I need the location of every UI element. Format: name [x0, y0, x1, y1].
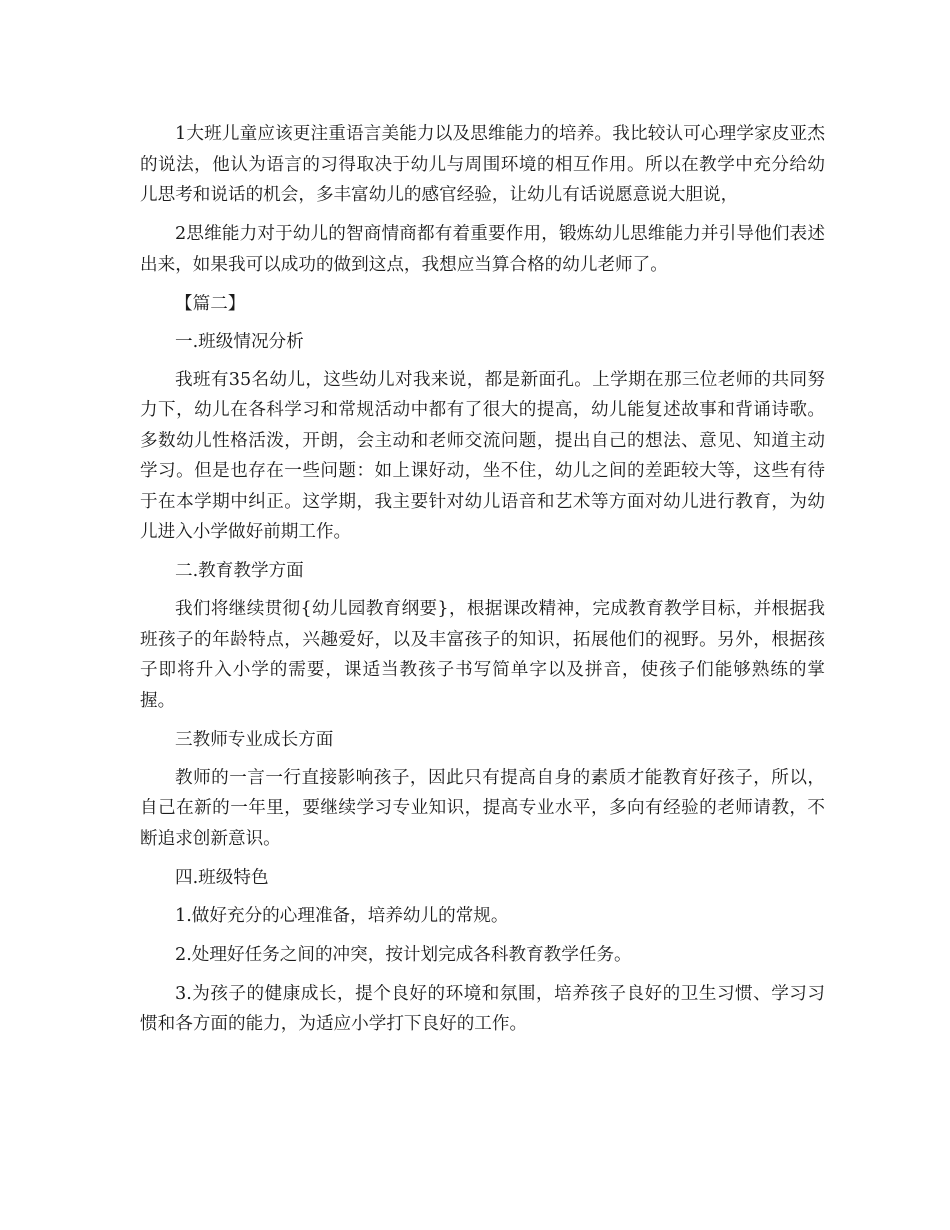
heading-teaching: 二.教育教学方面	[175, 561, 304, 581]
document-body	[140, 119, 825, 1048]
list-item-feature-2: 2.处理好任务之间的冲突，按计划完成各科教育教学任务。	[175, 944, 632, 965]
paragraph-class-situation: 我班有35名幼儿，这些幼儿对我来说，都是新面孔。上学期在那三位老师的共同努力下，幼儿在各科学习和常规活动中都有了很大的提高，幼儿能复述故事和背诵诗歌。多数幼儿性格活泼，开朗，会主动和老师交流问题，提出自己的想法、意见、知道主动学习。但是也存在一些问题：如上课好动，坐不住，幼儿之间的差距较大等，这些有待于在本学期中纠正。这学期，我主要针对幼儿语音和艺术等方面对幼儿进行教育，为幼儿进入小学做好前期工作。	[140, 369, 825, 542]
heading-teacher-growth: 三教师专业成长方面	[175, 729, 334, 750]
paragraph-teacher-growth: 教师的一言一行直接影响孩子，因此只有提高自身的素质才能教育好孩子，所以，自己在新的一年里，要继续学习专业知识，提高专业水平，多向有经验的老师请教，不断追求创新意识。	[140, 767, 825, 849]
heading-class-situation: 一.班级情况分析	[175, 331, 304, 352]
list-item-feature-3: 3.为孩子的健康成长，提个良好的环境和氛围，培养孩子良好的卫生习惯、学习习惯和各方面的能力，为适应小学打下良好的工作。	[140, 983, 825, 1034]
heading-class-features: 四.班级特色	[175, 867, 269, 888]
section-heading-part-two: 【篇二】	[175, 293, 246, 314]
paragraph-teaching: 我们将继续贯彻{幼儿园教育纲要}，根据课改精神，完成教育教学目标，并根据我班孩子的年龄特点，兴趣爱好，以及丰富孩子的知识，拓展他们的视野。另外，根据孩子即将升入小学的需要，课适当教孩子书写简单字以及拼音，使孩子们能够熟练的掌握。	[140, 599, 825, 711]
list-item-feature-1: 1.做好充分的心理准备，培养幼儿的常规。	[175, 905, 509, 926]
paragraph-language-ability: 1大班儿童应该更注重语言美能力以及思维能力的培养。我比较认可心理学家皮亚杰的说法，他认为语言的习得取决于幼儿与周围环境的相互作用。所以在教学中充分给幼儿思考和说话的机会，多丰富幼儿的感官经验，让幼儿有话说愿意说大胆说，	[140, 124, 825, 205]
paragraph-thinking-ability: 2思维能力对于幼儿的智商情商都有着重要作用，锻炼幼儿思维能力并引导他们表述出来，如果我可以成功的做到这点，我想应当算合格的幼儿老师了。	[140, 224, 825, 275]
